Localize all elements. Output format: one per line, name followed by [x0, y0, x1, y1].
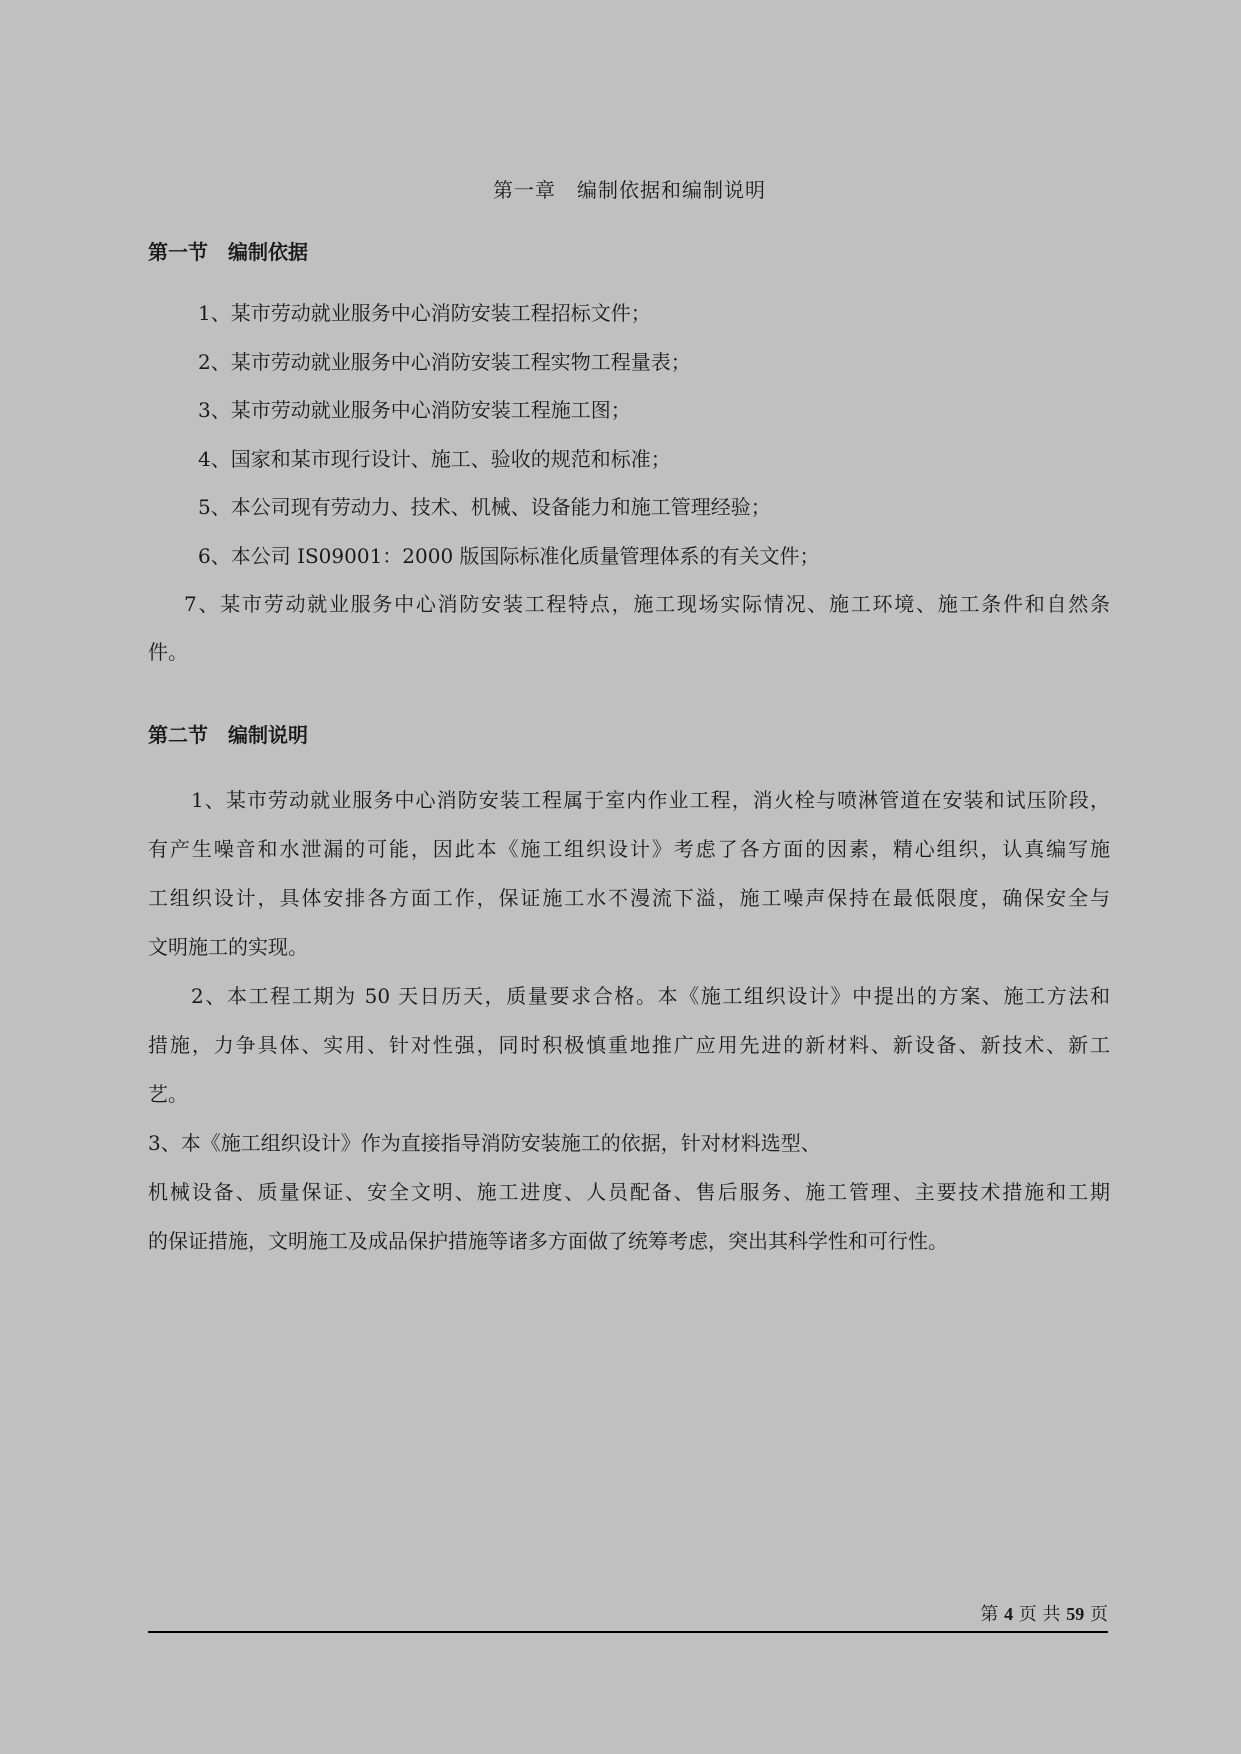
footer-rule [148, 1631, 1108, 1633]
basis-item-7-line-1: 7、某市劳动就业服务中心消防安装工程特点，施工现场实际情况、施工环境、施工条件和自然条 [184, 592, 1110, 616]
notes-para-1-line-2: 有产生噪音和水泄漏的可能，因此本《施工组织设计》考虑了各方面的因素，精心组织，认真编写施 [148, 837, 1110, 861]
total-page-count: 59 [1066, 1604, 1085, 1624]
notes-para-3-line-1: 3、本《施工组织设计》作为直接指导消防安装施工的依据，针对材料选型、 [148, 1131, 821, 1155]
chapter-title: 第一章 编制依据和编制说明 [493, 178, 766, 202]
basis-item-4: 4、国家和某市现行设计、施工、验收的规范和标准； [198, 447, 671, 471]
notes-para-3-line-2: 机械设备、质量保证、安全文明、施工进度、人员配备、售后服务、施工管理、主要技术措施和工期 [148, 1180, 1110, 1204]
notes-para-1-line-3: 工组织设计，具体安排各方面工作，保证施工水不漫流下溢，施工噪声保持在最低限度，确保安全与 [148, 886, 1110, 910]
basis-item-1: 1、某市劳动就业服务中心消防安装工程招标文件； [198, 301, 651, 325]
notes-para-1-line-1: 1、某市劳动就业服务中心消防安装工程属于室内作业工程，消火栓与喷淋管道在安装和试压阶段， [191, 788, 1110, 812]
current-page-number: 4 [1004, 1604, 1014, 1624]
notes-para-2-line-2: 措施，力争具体、实用、针对性强，同时积极慎重地推广应用先进的新材料、新设备、新技术、新工 [148, 1033, 1110, 1057]
basis-item-2: 2、某市劳动就业服务中心消防安装工程实物工程量表； [198, 350, 691, 374]
notes-para-2-line-3: 艺。 [148, 1082, 188, 1106]
section-heading-notes: 第二节 编制说明 [148, 723, 308, 747]
page-number [978, 1600, 1108, 1626]
basis-item-7-line-2: 件。 [148, 640, 188, 664]
page-suffix: 页 [1090, 1604, 1108, 1625]
page-prefix: 第 [980, 1604, 999, 1625]
section-heading-basis: 第一节 编制依据 [148, 240, 308, 264]
basis-item-3: 3、某市劳动就业服务中心消防安装工程施工图； [198, 398, 631, 422]
notes-para-2-line-1: 2、本工程工期为 50 天日历天，质量要求合格。本《施工组织设计》中提出的方案、施工方法和 [191, 984, 1110, 1008]
notes-para-3-line-3: 的保证措施，文明施工及成品保护措施等诸多方面做了统筹考虑，突出其科学性和可行性。 [148, 1229, 948, 1253]
basis-item-5: 5、本公司现有劳动力、技术、机械、设备能力和施工管理经验； [198, 495, 771, 519]
basis-item-6: 6、本公司 IS09001：2000 版国际标准化质量管理体系的有关文件； [198, 544, 820, 568]
notes-para-1-line-4: 文明施工的实现。 [148, 935, 308, 959]
page-mid-text: 页 共 [1018, 1604, 1061, 1625]
